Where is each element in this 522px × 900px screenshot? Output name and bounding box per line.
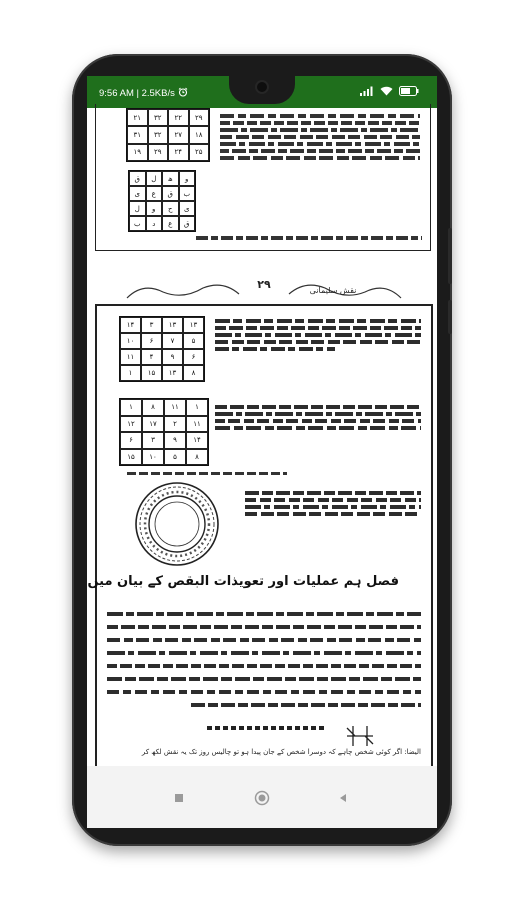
signal-bars-icon [360,86,374,99]
circular-seal-icon [133,480,221,568]
back-triangle-icon[interactable] [333,788,353,808]
home-circle-icon[interactable] [252,788,272,808]
front-camera [257,82,267,92]
power-button [448,300,452,334]
text-block-1 [215,316,421,354]
system-nav-bar [87,766,437,828]
caption-line-2 [127,472,287,475]
text-lines-top [220,110,420,163]
section-heading: فصل ہم عملیات اور تعویذات البقص کے بیان میں [87,574,399,589]
wifi-icon [380,86,393,99]
page-number: ۲۹ [257,278,271,291]
footer-line: الیضا: اگر کوئی شخص چاہے کہ دوسرا شخص کے جان پیدا ہو تو چالیس روز تک یہ نقش لکھ کر [141,748,421,756]
numbers-line [207,726,327,730]
magic-square-top: ۲۱ ۳۲ ۲۲ ۲۹ ۳۱ ۳۲ ۲۷ ۱۸ ۱۹ ۲۹ ۲۴ ۲۵ [126,108,210,162]
camera-notch [229,76,295,104]
previous-page-fragment [95,104,431,251]
volume-button [448,228,452,284]
recents-square-icon[interactable] [169,788,189,808]
phone-screen [87,76,437,828]
magic-square-1: ۱۴ ۳ ۱۳ ۱۳ ۱۰ ۶ ۷ ۵ ۱۱ ۴ ۹ ۶ ۱ ۱۵ ۱۳ ۸ [119,316,205,382]
text-block-3 [245,488,421,519]
page-header [123,280,405,302]
bottom-line-top [196,236,422,240]
alarm-icon [178,87,188,100]
book-page-viewer[interactable] [87,108,437,766]
small-diagram-icon [345,724,375,748]
battery-icon [399,86,419,99]
header-title: نقش سلیمانی [309,286,357,295]
paragraph-block [107,606,421,707]
status-time-speed: 9:56 AM | 2.5KB/s [99,88,175,99]
magic-square-2: ۱ ۸ ۱۱ ۱ ۱۲ ۱۷ ۲ ۱۱ ۶ ۳ ۹ ۱۴ ۱۵ ۱۰ ۵ ۸ [119,398,209,466]
text-block-2 [215,402,421,433]
letter-grid-top: ق ل ھ و ی ع ق ب ل و ح ی ب د ع ق [128,170,196,232]
main-page-frame [87,304,433,770]
